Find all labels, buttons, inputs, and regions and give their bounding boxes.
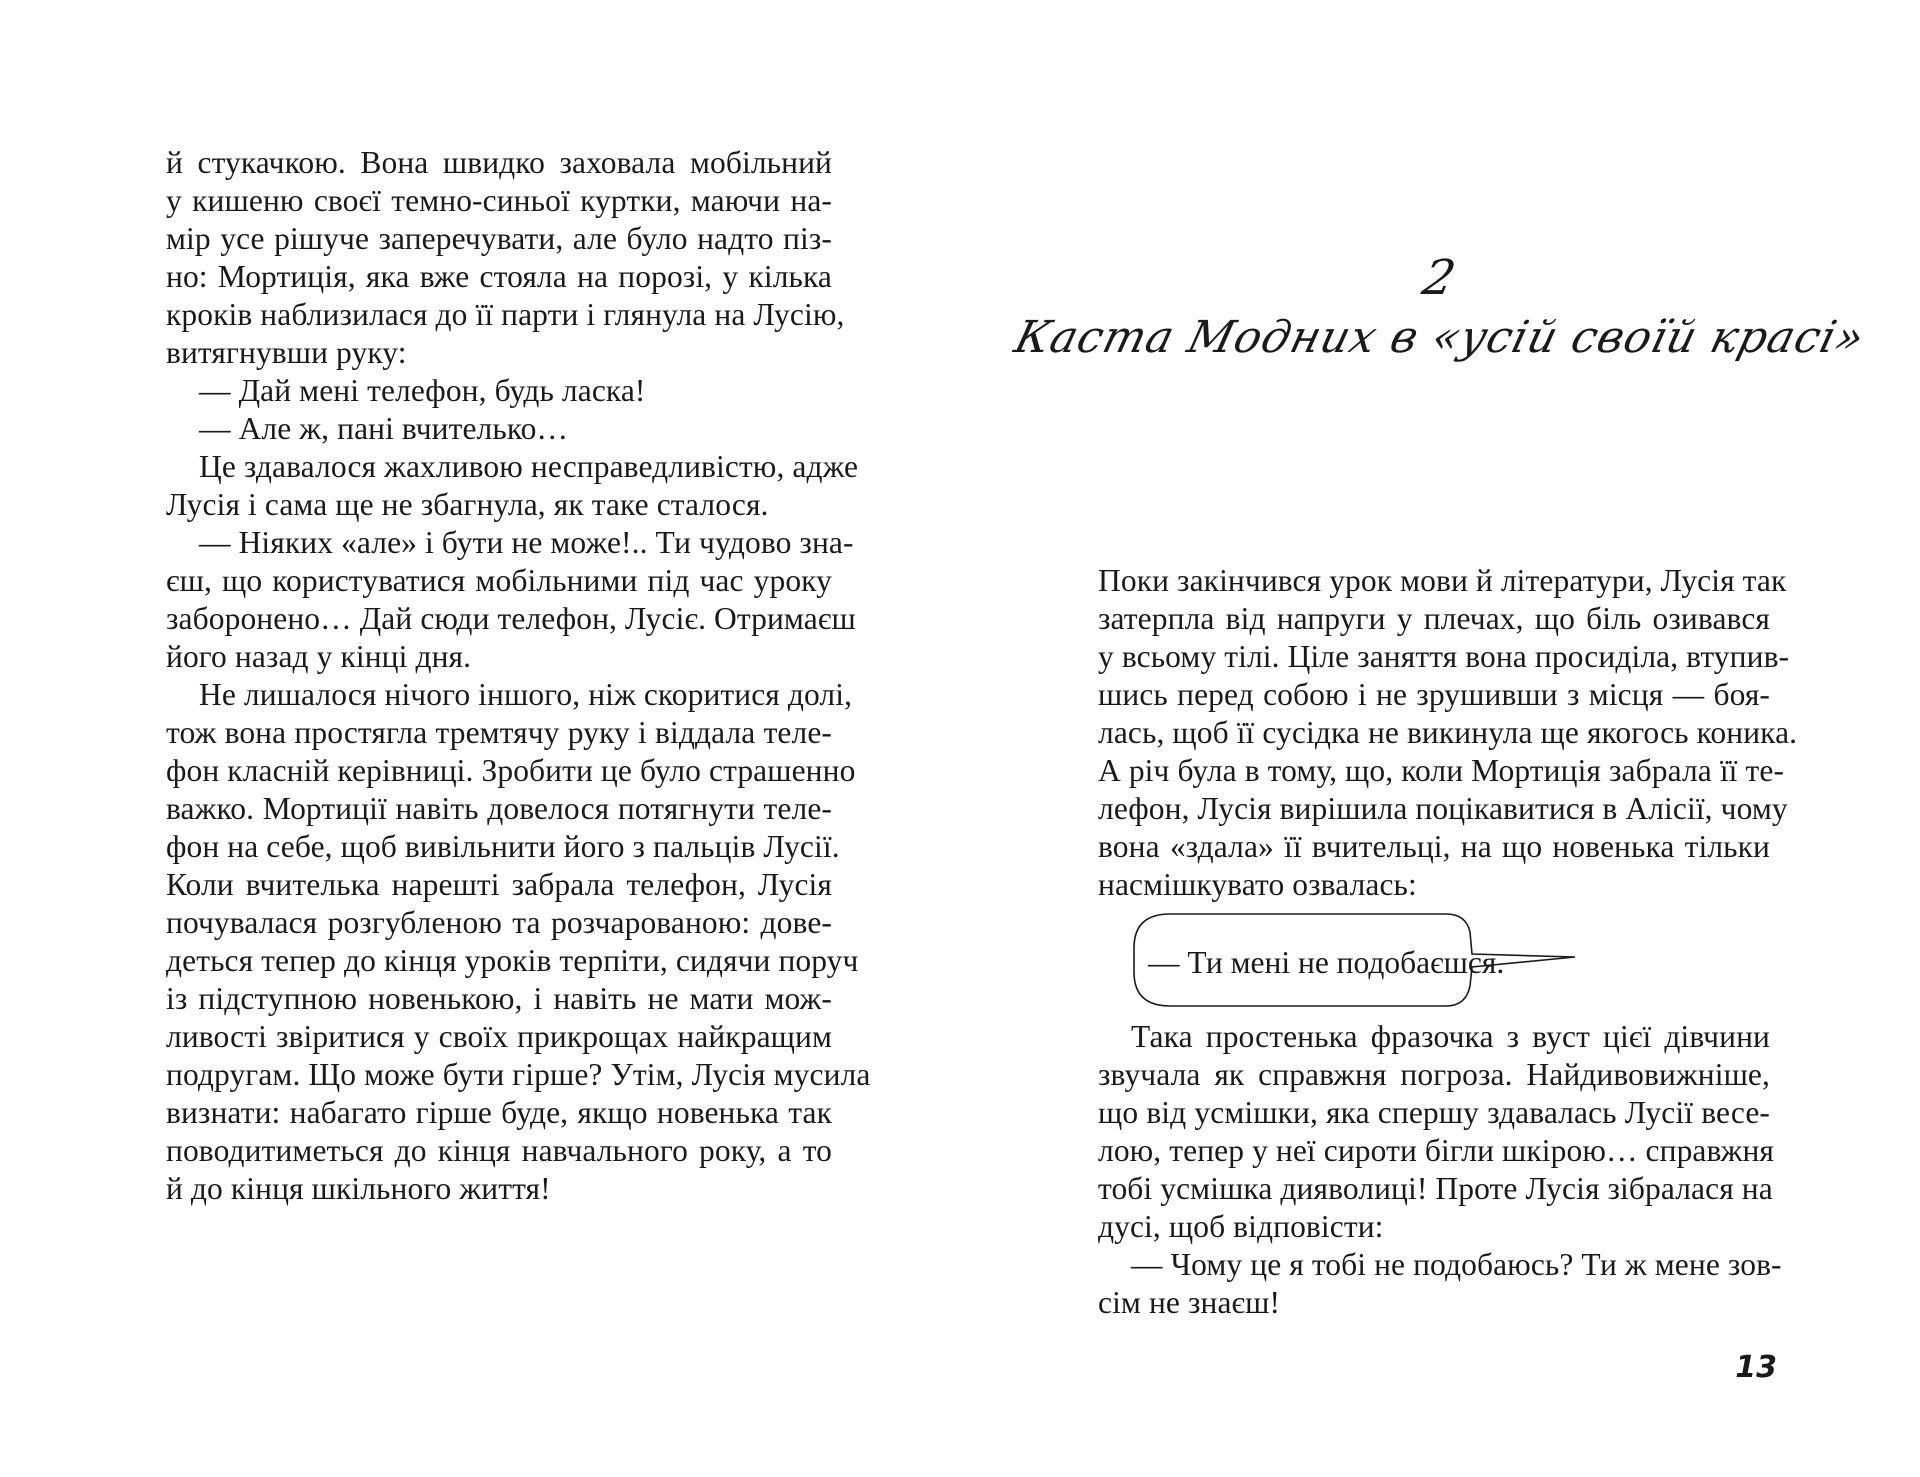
- text-line: — Дай мені телефон, будь ласка!: [199, 373, 646, 408]
- text-line: фон класній керівниці. Зробити це було страшенно: [166, 753, 856, 788]
- text-line: но: Мортиція, яка вже стояла на порозі, у кілька: [166, 259, 832, 294]
- text-line: ливості звіритися у своїх прикрощах найкращим: [166, 1019, 832, 1054]
- text-line: — Але ж, пані вчителько…: [199, 411, 569, 446]
- text-line: лою, тепер у неї сироти бігли шкірою… справжня: [1098, 1133, 1774, 1168]
- text-line: лась, щоб її сусідка не викинула ще якогось коника.: [1098, 715, 1798, 750]
- text-line: фон на себе, щоб вивільнити його з пальців Лусії.: [166, 829, 840, 864]
- text-line: насмішкувато озвалась:: [1098, 867, 1417, 902]
- text-line: почувалася розгубленою та розчарованою: дове-: [166, 905, 832, 940]
- text-line: лефон, Лусія вирішила поцікавитися в Алісії, чому: [1098, 791, 1788, 826]
- text-line: що від усмішки, яка спершу здавалась Лусії весе-: [1098, 1095, 1770, 1130]
- text-line: звучала як справжня погроза. Найдивовижніше,: [1098, 1057, 1770, 1092]
- text-line: шись перед собою і не зрушивши з місця — боя-: [1098, 677, 1770, 712]
- text-line: із підступною новенькою, і навіть не мати мож-: [166, 981, 832, 1016]
- text-line: — Ніяких «але» і бути не може!.. Ти чудово зна-: [199, 525, 854, 560]
- text-line: вона «здала» її вчительці, на що новенька тільки: [1098, 829, 1770, 864]
- text-line: Коли вчителька нарешті забрала телефон, Лусія: [166, 867, 832, 902]
- text-line: деться тепер до кінця уроків терпіти, сидячи поруч: [166, 943, 859, 978]
- speech-bubble: [1130, 910, 1590, 1012]
- text-line: Лусія і сама ще не збагнула, як таке сталося.: [166, 487, 769, 522]
- text-line: А річ була в тому, що, коли Мортиція забрала її те-: [1098, 753, 1785, 788]
- text-line: його назад у кінці дня.: [166, 639, 472, 674]
- text-line: у всьому тілі. Ціле заняття вона просиділа, втупив-: [1098, 639, 1790, 674]
- text-line: мір усе рішуче заперечувати, але було надто піз-: [166, 221, 832, 256]
- text-line: — Чому це я тобі не подобаюсь? Ти ж мене зов-: [1131, 1247, 1782, 1282]
- text-line: важко. Мортиції навіть довелося потягнути теле-: [166, 791, 832, 826]
- text-line: Це здавалося жахливою несправедливістю, адже: [199, 449, 859, 484]
- text-line: Така простенька фразочка з вуст цієї дівчини: [1131, 1019, 1770, 1054]
- text-line: кроків наблизилася до її парти і глянула на Лусію,: [166, 297, 845, 332]
- text-line: тобі усмішка дияволиці! Проте Лусія зібралася на: [1098, 1171, 1773, 1206]
- text-line: Не лишалося нічого іншого, ніж скоритися долі,: [199, 677, 853, 712]
- text-line: подругам. Що може бути гірше? Утім, Лусія мусила: [166, 1057, 871, 1092]
- right-page: [960, 0, 1920, 1477]
- text-line: сім не знаєш!: [1098, 1285, 1281, 1320]
- text-line: й до кінця шкільного життя!: [166, 1171, 551, 1206]
- text-line: Поки закінчився урок мови й літератури, Лусія так: [1098, 563, 1787, 598]
- text-line: єш, що користуватися мобільними під час уроку: [166, 563, 832, 598]
- text-line: затерпла від напруги у плечах, що біль озивався: [1098, 601, 1770, 636]
- speech-bubble-text: — Ти мені не подобаєшся.: [1148, 945, 1505, 980]
- text-line: й стукачкою. Вона швидко заховала мобільний: [166, 145, 832, 180]
- text-line: дусі, щоб відповісти:: [1098, 1209, 1384, 1244]
- text-line: тож вона простягла тремтячу руку і віддала теле-: [166, 715, 832, 750]
- text-line: заборонено… Дай сюди телефон, Лусіє. Отримаєш: [166, 601, 856, 636]
- text-line: витягнувши руку:: [166, 335, 407, 370]
- chapter-title: Каста Модних в «усій своїй красі»: [1009, 312, 1871, 363]
- text-line: у кишеню своєї темно-синьої куртки, маючи на-: [166, 183, 832, 218]
- page-number: 13: [1735, 1350, 1777, 1385]
- chapter-number: 2: [1417, 250, 1463, 306]
- text-line: визнати: набагато гірше буде, якщо новенька так: [166, 1095, 832, 1130]
- text-line: поводитиметься до кінця навчального року, а то: [166, 1133, 832, 1168]
